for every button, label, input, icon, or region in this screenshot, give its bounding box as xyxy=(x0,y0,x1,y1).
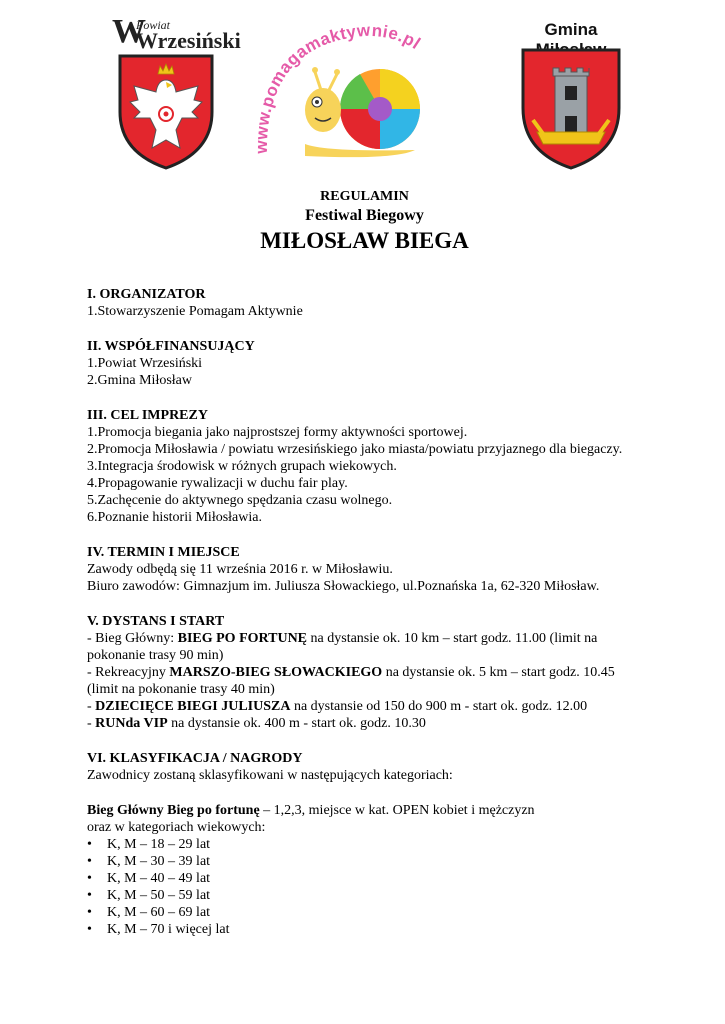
race-name: DZIECIĘCE BIEGI JULIUSZA xyxy=(95,699,291,714)
bullet-icon: • xyxy=(87,837,92,852)
gmina-shield-icon xyxy=(519,46,623,172)
bullet-icon: • xyxy=(87,905,92,920)
bullet-icon: • xyxy=(87,871,92,886)
age-group-label: K, M – 60 – 69 lat xyxy=(107,905,211,920)
section-line: Zawody odbędą się 11 września 2016 r. w Miłosławiu. xyxy=(87,562,393,577)
text-span: na dystansie ok. 400 m - start ok. godz. 10.30 xyxy=(167,716,426,731)
title-block xyxy=(87,188,642,256)
list-item xyxy=(87,904,667,921)
snail-icon xyxy=(245,14,475,164)
text-span: na dystansie od 150 do 900 m - start ok. godz. 12.00 xyxy=(290,699,588,714)
powiat-logo xyxy=(110,12,241,172)
age-group-label: K, M – 50 – 59 lat xyxy=(107,888,211,903)
text-span: na dystansie ok. 10 km – start godz. 11.00 (limit na xyxy=(307,631,598,646)
gmina-title: Gmina xyxy=(544,20,598,39)
distance-item-walk xyxy=(87,664,667,681)
section-heading: VI. KLASYFIKACJA / NAGRODY xyxy=(87,751,303,766)
section-heading: III. CEL IMPREZY xyxy=(87,408,208,423)
distance-item-vip xyxy=(87,715,667,732)
bullet-icon: • xyxy=(87,854,92,869)
main-race-line xyxy=(87,802,667,819)
section-line: 5.Zachęcenie do aktywnego spędzania czasu wolnego. xyxy=(87,493,393,508)
gmina-logo xyxy=(515,20,627,175)
section-line: 3.Integracja środowisk w różnych grupach wiekowych. xyxy=(87,459,397,474)
powiat-w-letter: W xyxy=(112,13,146,50)
section-line: Biuro zawodów: Gimnazjum im. Juliusza Słowackiego, ul.Poznańska 1a, 62-320 Miłosław. xyxy=(87,579,600,594)
section-line: 1.Promocja biegania jako najprostszej formy aktywności sportowej. xyxy=(87,425,468,440)
pomagam-aktywnie-logo xyxy=(245,14,475,164)
pomagam-logo-text: www.pomagamaktywnie.pl xyxy=(251,20,425,154)
section-organizer xyxy=(87,286,667,320)
section-line: 1.Powiat Wrzesiński xyxy=(87,356,203,371)
age-group-label: K, M – 30 – 39 lat xyxy=(107,854,211,869)
race-name: Bieg Główny Bieg po fortunę xyxy=(87,803,260,818)
powiat-shield-icon xyxy=(116,52,216,172)
text-span: – 1,2,3, miejsce w kat. OPEN kobiet i mężczyzn xyxy=(259,803,535,818)
section-classification xyxy=(87,750,667,784)
main-race-categories xyxy=(87,802,667,938)
section-line: 2.Promocja Miłosławia / powiatu wrzesińskiego jako miasta/powiatu przyjaznego dla biegaczy. xyxy=(87,442,623,457)
age-group-label: K, M – 18 – 29 lat xyxy=(107,837,211,852)
section-line: 6.Poznanie historii Miłosławia. xyxy=(87,510,262,525)
powiat-main-text: Wrzesiński xyxy=(136,28,241,53)
text-span: - xyxy=(87,716,96,731)
section-line: pokonanie trasy 90 min) xyxy=(87,648,224,663)
section-line: (limit na pokonanie trasy 40 min) xyxy=(87,682,275,697)
powiat-top-text: Powiat xyxy=(136,18,171,32)
race-name: RUNda VIP xyxy=(95,716,168,731)
list-item xyxy=(87,887,667,904)
section-line: 1.Stowarzyszenie Pomagam Aktywnie xyxy=(87,304,303,319)
section-heading: II. WSPÓŁFINANSUJĄCY xyxy=(87,339,255,354)
header xyxy=(0,0,725,175)
list-item xyxy=(87,921,667,938)
section-goal xyxy=(87,407,667,526)
section-heading: V. DYSTANS I START xyxy=(87,614,225,629)
section-heading: IV. TERMIN I MIEJSCE xyxy=(87,545,240,560)
section-date xyxy=(87,544,667,595)
text-span: - xyxy=(87,699,96,714)
doc-main-title: MIŁOSŁAW BIEGA xyxy=(260,228,469,253)
document-body xyxy=(87,188,667,938)
section-line: 2.Gmina Miłosław xyxy=(87,373,192,388)
age-group-label: K, M – 40 – 49 lat xyxy=(107,871,211,886)
bullet-icon: • xyxy=(87,888,92,903)
list-item xyxy=(87,853,667,870)
section-line: Zawodnicy zostaną sklasyfikowani w następujących kategoriach: xyxy=(87,768,453,783)
list-item xyxy=(87,870,667,887)
section-line: 4.Propagowanie rywalizacji w duchu fair play. xyxy=(87,476,348,491)
race-name: BIEG PO FORTUNĘ xyxy=(177,631,308,646)
section-distance xyxy=(87,613,667,732)
bullet-icon: • xyxy=(87,922,92,937)
text-span: - Rekreacyjny xyxy=(87,665,170,680)
distance-item-kids xyxy=(87,698,667,715)
powiat-wordmark xyxy=(112,13,241,53)
section-heading: I. ORGANIZATOR xyxy=(87,287,206,302)
list-item xyxy=(87,836,667,853)
race-name: MARSZO-BIEG SŁOWACKIEGO xyxy=(169,665,383,680)
distance-item-main xyxy=(87,630,667,647)
doc-subtitle: Festiwal Biegowy xyxy=(305,207,424,224)
age-group-list xyxy=(87,836,667,938)
age-group-label: K, M – 70 i więcej lat xyxy=(107,922,230,937)
section-line: oraz w kategoriach wiekowych: xyxy=(87,820,266,835)
text-span: - Bieg Główny: xyxy=(87,631,178,646)
section-cofinance xyxy=(87,338,667,389)
text-span: na dystansie ok. 5 km – start godz. 10.45 xyxy=(382,665,615,680)
doc-title-regulamin: REGULAMIN xyxy=(320,189,409,204)
